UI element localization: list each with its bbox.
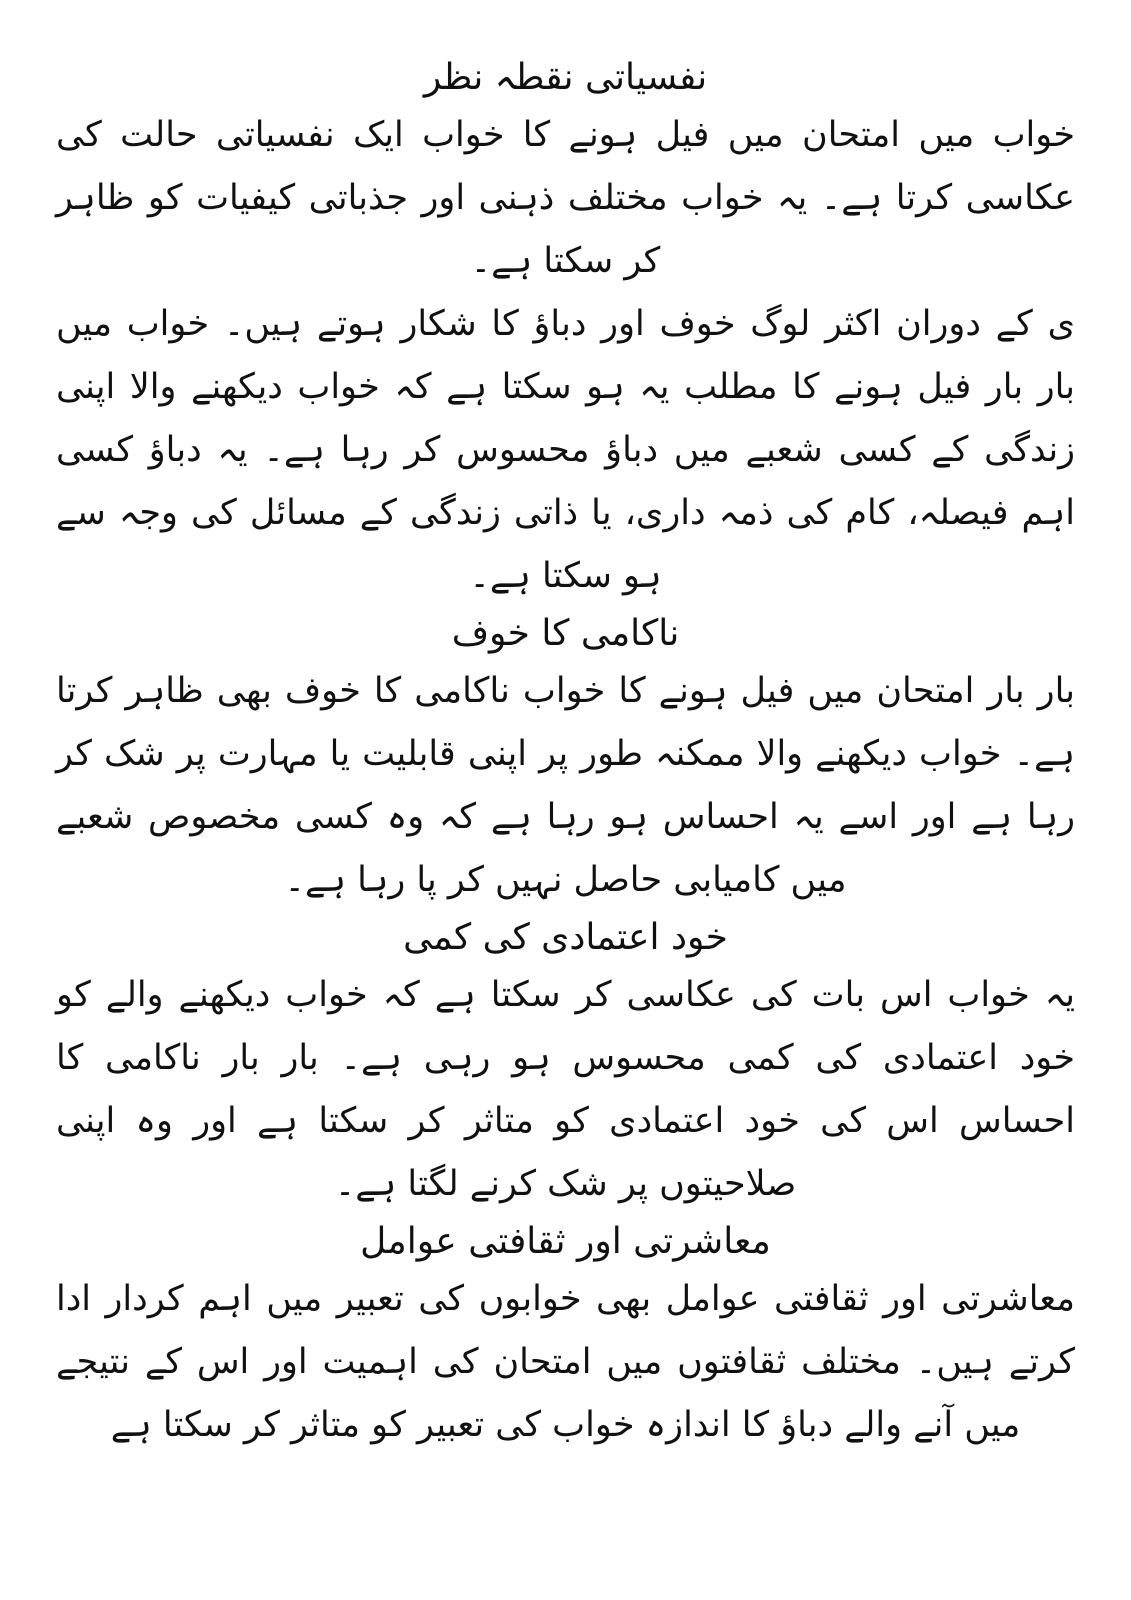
paragraph-intro-2: ی کے دوران اکثر لوگ خوف اور دباؤ کا شکار ہوتے ہیں۔ خواب میں بار بار فیل ہونے کا مطلب یہ ہو سکتا ہے کہ خواب دیکھنے والا اپنی زندگی کے کسی شعبے میں دباؤ محسوس کر رہا ہے۔ یہ دباؤ کسی اہم فیصلہ، کام کی ذمہ داری، یا ذاتی زندگی کے مسائل کی وجہ سے ہو سکتا ہے۔ [56,304,1075,596]
paragraph-fear-of-failure: بار بار امتحان میں فیل ہونے کا خواب ناکامی کا خوف بھی ظاہر کرتا ہے۔ خواب دیکھنے والا ممکنہ طور پر اپنی قابلیت یا مہارت پر شک کر رہا ہے اور اسے یہ احساس ہو رہا ہے کہ وہ کسی مخصوص شعبے میں کامیابی حاصل نہیں کر پا رہا ہے۔ [56,671,1075,900]
section-heading-fear-of-failure: ناکامی کا خوف [451,613,680,654]
paragraph-social-cultural-factors: معاشرتی اور ثقافتی عوامل بھی خوابوں کی تعبیر میں اہم کردار ادا کرتے ہیں۔ مختلف ثقافتوں میں امتحان کی اہمیت اور اس کے نتیجے میں آنے والے دباؤ کا اندازہ خواب کی تعبیر کو متاثر کر سکتا ہے [56,1279,1075,1445]
section-heading-lack-of-confidence: خود اعتمادی کی کمی [403,917,728,958]
paragraph-intro-1: خواب میں امتحان میں فیل ہونے کا خواب ایک نفسیاتی حالت کی عکاسی کرتا ہے۔ یہ خواب مختلف ذہنی اور جذباتی کیفیات کو ظاہر کر سکتا ہے۔ [56,115,1075,281]
section-heading-social-cultural-factors: معاشرتی اور ثقافتی عوامل [360,1221,771,1262]
paragraph-lack-of-confidence: یہ خواب اس بات کی عکاسی کر سکتا ہے کہ خواب دیکھنے والے کو خود اعتمادی کی کمی محسوس ہو رہی ہے۔ بار بار ناکامی کا احساس اس کی خود اعتمادی کو متاثر کر سکتا ہے اور وہ اپنی صلاحیتوں پر شک کرنے لگتا ہے۔ [56,975,1075,1204]
page-title: نفسیاتی نقطہ نظر [423,57,708,98]
